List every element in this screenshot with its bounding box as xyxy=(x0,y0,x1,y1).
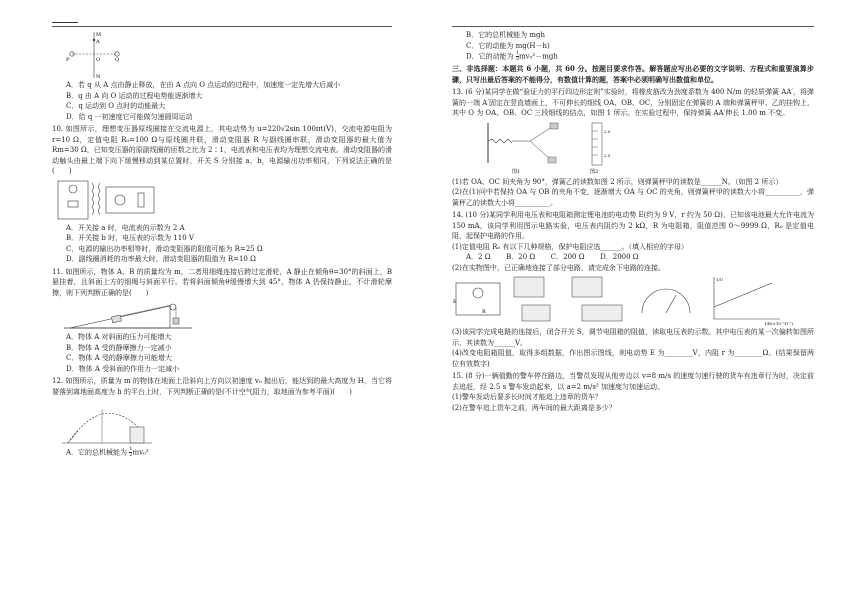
q14-option-a: A．2 Ω xyxy=(466,253,491,261)
q9-figure xyxy=(52,28,392,80)
q11-option-b: B．物体 A 受的静摩擦力一定减小 xyxy=(66,343,172,352)
q10-stem: 10. 如图所示，理想变压器原线圈接在交流电源上，其电动势为 u=220√2sin 100πt(V)，交流电源电阻为 r=10 Ω，定值电阻 R₀=100 Ω与原线圈并联，滑动变阻器 R 与副线圈串联，滑动变阻器的最大值为 Rm=30 Ω，已知变压器的原副线圈的匝数之比为 2∶1，电流表和电压表均为理想交流电表。滑动变阻器的滑动触头由最上端下向下缓慢移动到某位置时，开关 S 分别接 a、b，电源输出功率相同，下列说法正确的是( ) xyxy=(52,125,392,175)
q14-label-E: E xyxy=(453,299,457,305)
q9-label-M: M xyxy=(96,32,102,38)
q14-graph-x-label: 1/R(×10⁻²Ω⁻¹) xyxy=(764,321,794,326)
q11-incline-figure xyxy=(52,298,392,332)
q12-option-b: B．它的总机械能为 mgh xyxy=(466,31,545,39)
q15-sub1: (1)警车发动后要多长时间才能追上违章的货车？ xyxy=(452,393,602,401)
fraction-half: $\frac{1}{2}$ xyxy=(515,50,520,62)
q14-label-R: R xyxy=(482,309,486,315)
q9-label-O: O xyxy=(96,57,101,63)
q14-sub2: (2)在实物图中，已正确地连接了部分电路，请完成余下电路的连接。 xyxy=(452,263,665,272)
q11-option-a: A．物体 A 对斜面的压力可能增大 xyxy=(66,333,172,341)
q9-label-P: P xyxy=(66,57,70,63)
q12-option-a-tail: mv₀² xyxy=(132,448,149,457)
left-column xyxy=(52,0,392,458)
q10-option-b: B．开关接 b 时，电压表的示数为 110 V xyxy=(66,234,194,242)
q14-option-d: D．2000 Ω xyxy=(600,253,639,261)
q14-graph-y-label: 1/U xyxy=(716,277,724,282)
q14-option-c: C．200 Ω xyxy=(550,253,585,261)
q9-option-d: D．给 q 一初速度它可能做匀速圆周运动 xyxy=(66,112,193,121)
q11-option-c: C．物体 A 受的静摩擦力可能增大 xyxy=(66,354,172,362)
q12-stem: 12. 如图所示，质量为 m 的物体在地面上沿斜向上方向以初速度 v₀ 抛出后，能达到的最大高度为 H，当它将要落到离地面高度为 h 的平台上时，下列判断正确的是(不计空气阻力，取地面为参考平面)( ) xyxy=(52,377,392,396)
q12-option-c: C．它的动能为 mg(H－h) xyxy=(466,41,550,50)
q13-fig1-caption: 图1 xyxy=(512,168,521,175)
q9-option-c: C．q 运动到 O 点时的动能最大 xyxy=(66,102,166,110)
q12-option-d-text: D．它的动能为 xyxy=(466,52,516,61)
q12-option-d xyxy=(452,51,814,62)
q10-option-a: A．开关接 a 时，电流表的示数为 2 A xyxy=(66,223,185,232)
q12-option-a-text: A．它的总机械能为 xyxy=(66,448,130,457)
q10-circuit-figure xyxy=(52,177,392,223)
section-3-heading: 三、非选择题：本题共 6 小题，共 60 分。按题目要求作答。解答题应写出必要的文字说明、方程式和重要演算步骤，只写出最后答案的不能得分，有数值计算的题，答案中必须明确写出数值和单位。 xyxy=(452,64,814,84)
q14-sub3: (3)该同学完成电路的连接后，闭合开关 S，调节电阻箱的阻值，读取电压表的示数。其中电压表的某一次偏转如图所示，其读数为______V。 xyxy=(452,328,814,347)
q12-trajectory-figure xyxy=(52,397,392,447)
q14-sub1-options xyxy=(452,252,814,263)
right-column xyxy=(452,30,814,413)
q9-label-N: N xyxy=(96,74,101,80)
q15-sub2: (2)在警车追上货车之前，两车间的最大距离是多少？ xyxy=(452,403,616,412)
q13-stem: 13. (6 分)某同学在做“验证力的平行四边形定则”实验时，将橡皮筋改为劲度系数为 400 N/m 的轻质弹簧 AA′，将弹簧的一端 A′固定在竖直墙面上，不可伸长的细线 OA、OB、OC，分别固定在弹簧的 A 端和弹簧秤甲、乙的挂钩上，其中 O 为 OA、OB、OC 三段细线的结点，如图 1 所示。在实验过程中，保持弹簧 AA′伸长 1.00 m 不变。 xyxy=(452,88,814,117)
q13-sub2: (2)在(1)问中若保持 OA 与 OB 的夹角不变，逐渐增大 OA 与 OC 的夹角，则弹簧秤甲的读数大小将__________，弹簧秤乙的读数大小将__________。 xyxy=(452,188,814,207)
q14-sub1: (1)定值电阻 R₀ 有以下几种规格，保护电阻应选______。（填入相应的字母） xyxy=(452,242,688,251)
q15-stem: 15. (8 分)一辆值勤的警车停在路边，当警员发现从他旁边以 v=8 m/s 的速度匀速行驶的货车有违章行为时，决定前去追赶，经 2.5 s 警车发动起来，以 a=2 m/s² 加速度匀加速运动。 xyxy=(452,372,814,391)
q13-scale-bottom: 2.5 xyxy=(604,152,611,158)
q14-stem: 14. (10 分)某同学利用电压表和电阻箱测定锂电池的电动势 E(约为 9 V，r 约为 50 Ω)，已知该电池最大允许电流为 150 mA，该同学利用图示电路实验，电压表内阻约为 2 kΩ，R 为电阻箱，阻值范围 0～9999 Ω，R₀ 是定值电阻，起保护电路的作用。 xyxy=(452,211,814,240)
q13-sub1: (1)若 OA、OC 间夹角为 90°，弹簧乙的读数如图 2 所示，则弹簧秤甲的读数是______N。（如图 2 所示） xyxy=(452,177,783,186)
q11-stem: 11. 如图所示，物体 A、B 的质量均为 m，二者用细绳连接后跨过定滑轮，A 静止在倾角θ=30°的斜面上，B 悬挂着，且斜面上方的细绳与斜面平行。若将斜面倾角θ缓慢增大到 45°，物体 A 仍保持静止，不计滑轮摩擦，则下列判断正确的是( ) xyxy=(52,267,392,297)
q13-fig2-caption: 图2 xyxy=(590,168,599,175)
header-line-right xyxy=(452,26,814,27)
q10-option-c: C．电源的输出功率相等时，滑动变阻器的阻值可能为 R=25 Ω xyxy=(66,244,263,253)
q9-label-Q: Q xyxy=(115,57,120,63)
q9-option-b: B．q 由 A 向 O 运动的过程电势能逐渐增大 xyxy=(66,91,203,100)
q14-sub4: (4)改变电阻箱阻值，取得多组数据，作出图示图线，则电动势 E 为________V，内阻 r 为________Ω。(结果保留两位有效数字) xyxy=(452,349,814,368)
fraction-half: $\frac{1}{2}$ xyxy=(129,446,133,458)
q12-option-d-tail: mv₀²－mgh xyxy=(519,52,558,61)
q10-option-d: D．副线圈消耗的功率最大时，滑动变阻器的阻值为 R=10 Ω xyxy=(66,255,256,263)
q13-figures xyxy=(452,119,814,177)
q14-option-b: B．20 Ω xyxy=(506,253,536,261)
q13-scale-top: 2.0 xyxy=(604,128,611,134)
q14-figures xyxy=(452,273,814,327)
q9-option-a: A．若 q 从 A 点由静止释放，在由 A 点向 O 点运动的过程中，加速度一定先增大后减小 xyxy=(66,81,341,89)
q9-label-A: A xyxy=(96,39,100,45)
q12-option-a xyxy=(52,447,392,458)
q11-option-d: D．物体 A 受斜面的作用力一定减小 xyxy=(66,364,180,373)
